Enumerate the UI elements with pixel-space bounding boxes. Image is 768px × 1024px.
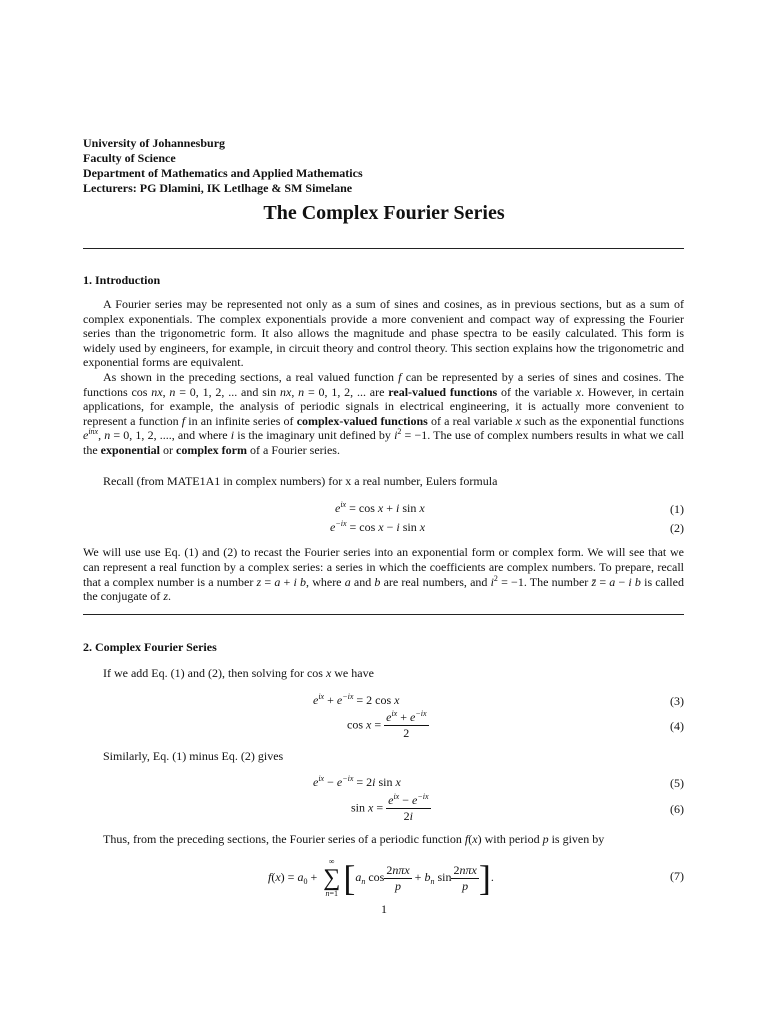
equation-number-2: (2) [670,521,684,535]
thus-line: Thus, from the preceding sections, the Fourier series of a periodic function f(x) with period p is given by [103,832,605,846]
equation-number-1: (1) [670,502,684,516]
introduction-paragraph: A Fourier series may be represented not only as a sum of sines and cosines, as in previous sections, but as a sum of complex exponentials. The complex exponentials provide a more convenient and compact way of expressing the Fourier series than the trigonometric form. It also allows the magnitude and phase spectra to be easily calculated. This form is widely used by engineers, for example, in circuit theory and control theory. This section explains how the trigonometric and exponential forms are equivalent. As shown in the preceding sections, a real valued function f can be represented by a series of sines and cosines. The functions cos nx, n = 0, 1, 2, ... and sin nx, n = 0, 1, 2, ... are real-valued functions of the variable x. However, in certain applications, for example, the analysis of periodic signals in electrical engineering, it is actually more convenient to represent a function f in an infinite series of complex-valued functions of a real variable x such as the exponential functions $e^{inx}$, n = 0, 1, 2, ...., and where i is the imaginary unit defined by $i^2 = -1$. The use of complex numbers results in what we call the exponential or complex form of a Fourier series. [83,297,685,457]
equation-7: $f(x) = a_0$ + ∞ ∑ n=1 [$a_n$ cos $\frac{\text{2nπx}}{p}$ + $b_n$ sin $\frac{\text{2nπx}}{p}$ ]. [268,857,494,898]
similarly-line: Similarly, Eq. (1) minus Eq. (2) gives [103,749,284,763]
recall-euler-line: Recall (from MATE1A1 in complex numbers) for x a real number, Eulers formula [103,474,498,488]
equation-3: $e^{ix} + e^{-ix} = 2$ cos x [313,692,400,707]
horizontal-rule [83,248,684,249]
page-title: The Complex Fourier Series [263,202,505,224]
page-number: 1 [381,902,387,916]
equation-1: $e^{ix} = \cos x + i$ sin x [335,500,425,515]
equation-number-6: (6) [670,802,684,816]
lecturers-line: Lecturers: PG Dlamini, IK Letlhage & SM Simelane [83,181,353,195]
section2-intro-line: If we add Eq. (1) and (2), then solving for cos x we have [103,666,374,680]
section-heading-complex-fourier: 2. Complex Fourier Series [83,640,217,654]
equation-number-5: (5) [670,776,684,790]
university-name: University of Johannesburg [83,136,226,150]
department-name: Department of Mathematics and Applied Mathematics [83,166,363,180]
equation-4: cos x = $\frac{e^{ix} + e^{-ix}}{2}$ [347,709,427,740]
section-heading-introduction: 1. Introduction [83,273,161,287]
equation-6: sin x = $\frac{e^{ix} - e^{-ix}}{2i}$ [351,792,429,823]
equation-number-4: (4) [670,719,684,733]
equation-2: $e^{-ix} = \cos x - i$ sin x [330,519,426,534]
conjugate-paragraph: We will use use Eq. (1) and (2) to recast the Fourier series into an exponential form or complex form. We will see that we can represent a real function by a complex series: a series in which the coefficients are complex numbers. To prepare, recall that a complex number is a number z = a + i b, where a and b are real numbers, and $i^2 = -1$. The number z̄ = a − i b is called the conjugate of z. [83,545,684,604]
equation-number-7: (7) [670,869,684,883]
faculty-name: Faculty of Science [83,151,176,165]
horizontal-rule [83,614,684,615]
equation-5: $e^{ix} - e^{-ix} = 2i$ sin x [313,774,401,789]
equation-number-3: (3) [670,694,684,708]
